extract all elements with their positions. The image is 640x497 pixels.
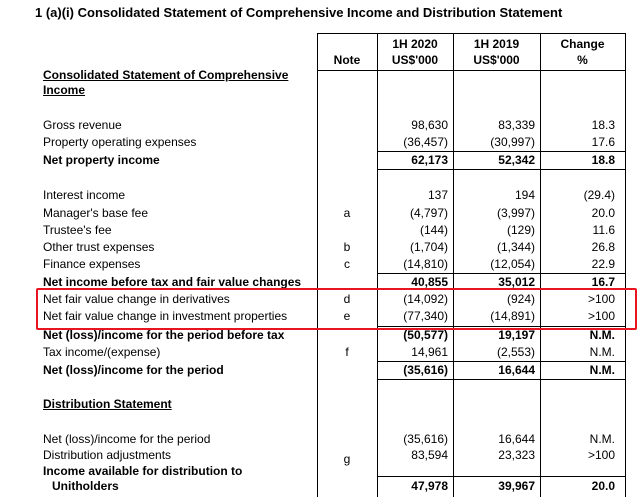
row-value-2019: 39,967 (498, 479, 535, 493)
total-rule (377, 169, 625, 170)
row-change: 20.0 (591, 479, 615, 493)
row-label: Property operating expenses (43, 135, 197, 149)
section-heading-income-line2: Income (43, 83, 86, 97)
row-value-2019: (30,997) (490, 135, 535, 149)
row-value-2020: (14,810) (403, 257, 448, 271)
row-value-2020: 14,961 (411, 345, 448, 359)
header-1h2020-unit: US$'000 (391, 53, 439, 67)
row-value-2020: 40,855 (411, 275, 448, 289)
row-value-2019: 16,644 (498, 432, 535, 446)
header-change: Change (560, 37, 605, 51)
column-rule (453, 33, 454, 497)
row-label: Net income before tax and fair value changes (43, 275, 302, 289)
row-label: Net fair value change in investment properties (43, 309, 288, 323)
row-value-2019: 83,339 (498, 118, 535, 132)
row-label: Manager's base fee (43, 206, 149, 220)
row-label: Net property income (43, 153, 160, 167)
row-value-2020: 83,594 (411, 448, 448, 462)
row-label: Other trust expenses (43, 240, 155, 254)
row-note: a (343, 206, 351, 220)
row-change: (29.4) (583, 188, 615, 202)
header-note: Note (333, 53, 361, 67)
row-label-continued: Unitholders (52, 479, 119, 493)
row-value-2020: (1,704) (409, 240, 448, 254)
header-change-unit: % (577, 53, 588, 67)
header-bottom-rule (317, 70, 625, 71)
row-value-2019: (12,054) (490, 257, 535, 271)
row-label: Tax income/(expense) (43, 345, 161, 359)
row-change: 17.6 (591, 135, 615, 149)
row-note: b (343, 240, 351, 254)
row-note: c (344, 257, 350, 271)
total-rule (377, 379, 625, 380)
row-note: d (343, 292, 351, 306)
row-change: 18.8 (591, 153, 615, 167)
row-label: Finance expenses (43, 257, 141, 271)
row-value-2019: 19,197 (498, 328, 535, 342)
highlight-box (36, 288, 637, 330)
row-label: Net fair value change in derivatives (43, 292, 230, 306)
row-value-2019: 35,012 (498, 275, 535, 289)
row-value-2020: (144) (419, 223, 448, 237)
row-change: >100 (587, 292, 615, 306)
row-value-2019: (924) (506, 292, 535, 306)
row-value-2020: 62,173 (411, 153, 448, 167)
row-value-2020: 98,630 (411, 118, 448, 132)
row-value-2020: (50,577) (403, 328, 448, 342)
row-note: f (345, 345, 349, 359)
row-label: Net (loss)/income for the period (43, 363, 224, 377)
row-value-2019: (129) (506, 223, 535, 237)
column-rule (540, 33, 541, 497)
row-change: N.M. (589, 345, 615, 359)
subtotal-rule (377, 476, 625, 477)
row-value-2019: 194 (514, 188, 535, 202)
column-rule (377, 33, 378, 497)
row-label: Distribution adjustments (43, 448, 172, 462)
row-value-2019: 16,644 (498, 363, 535, 377)
header-1h2020: 1H 2020 (392, 37, 438, 51)
row-change: 20.0 (591, 206, 615, 220)
row-change: N.M. (589, 328, 615, 342)
row-value-2020: (77,340) (403, 309, 448, 323)
row-value-2019: 52,342 (498, 153, 535, 167)
header-top-rule (317, 33, 625, 34)
section-heading-income: Consolidated Statement of Comprehensive (43, 68, 289, 82)
row-change: 22.9 (591, 257, 615, 271)
column-rule (625, 33, 626, 497)
row-value-2019: (2,553) (496, 345, 535, 359)
row-change: 11.6 (592, 223, 615, 237)
row-change: 18.3 (591, 118, 615, 132)
section-heading-distribution: Distribution Statement (43, 397, 172, 411)
header-1h2019: 1H 2019 (473, 37, 520, 51)
row-note: e (343, 309, 351, 323)
row-value-2020: (35,616) (403, 432, 448, 446)
row-note: g (343, 452, 351, 466)
row-change: >100 (587, 309, 615, 323)
row-change: >100 (587, 448, 615, 462)
row-value-2019: (3,997) (496, 206, 535, 220)
row-label: Net (loss)/income for the period (43, 432, 211, 446)
row-label: Net (loss)/income for the period before tax (43, 328, 285, 342)
row-value-2020: (4,797) (409, 206, 448, 220)
row-value-2019: 23,323 (498, 448, 535, 462)
row-label: Income available for distribution to (43, 464, 243, 478)
row-value-2020: (35,616) (403, 363, 448, 377)
statement-title: 1 (a)(i) Consolidated Statement of Comprehensive Income and Distribution Statement (35, 5, 563, 20)
row-value-2020: 47,978 (411, 479, 448, 493)
row-value-2020: (14,092) (403, 292, 448, 306)
row-change: 26.8 (591, 240, 615, 254)
row-value-2020: 137 (427, 188, 448, 202)
row-value-2019: (14,891) (490, 309, 535, 323)
header-1h2019-unit: US$'000 (473, 53, 520, 67)
row-change: 16.7 (591, 275, 615, 289)
row-value-2019: (1,344) (496, 240, 535, 254)
row-change: N.M. (589, 432, 615, 446)
row-change: N.M. (589, 363, 615, 377)
row-label: Gross revenue (43, 118, 122, 132)
row-value-2020: (36,457) (403, 135, 448, 149)
row-label: Trustee's fee (43, 223, 112, 237)
row-label: Interest income (43, 188, 126, 202)
